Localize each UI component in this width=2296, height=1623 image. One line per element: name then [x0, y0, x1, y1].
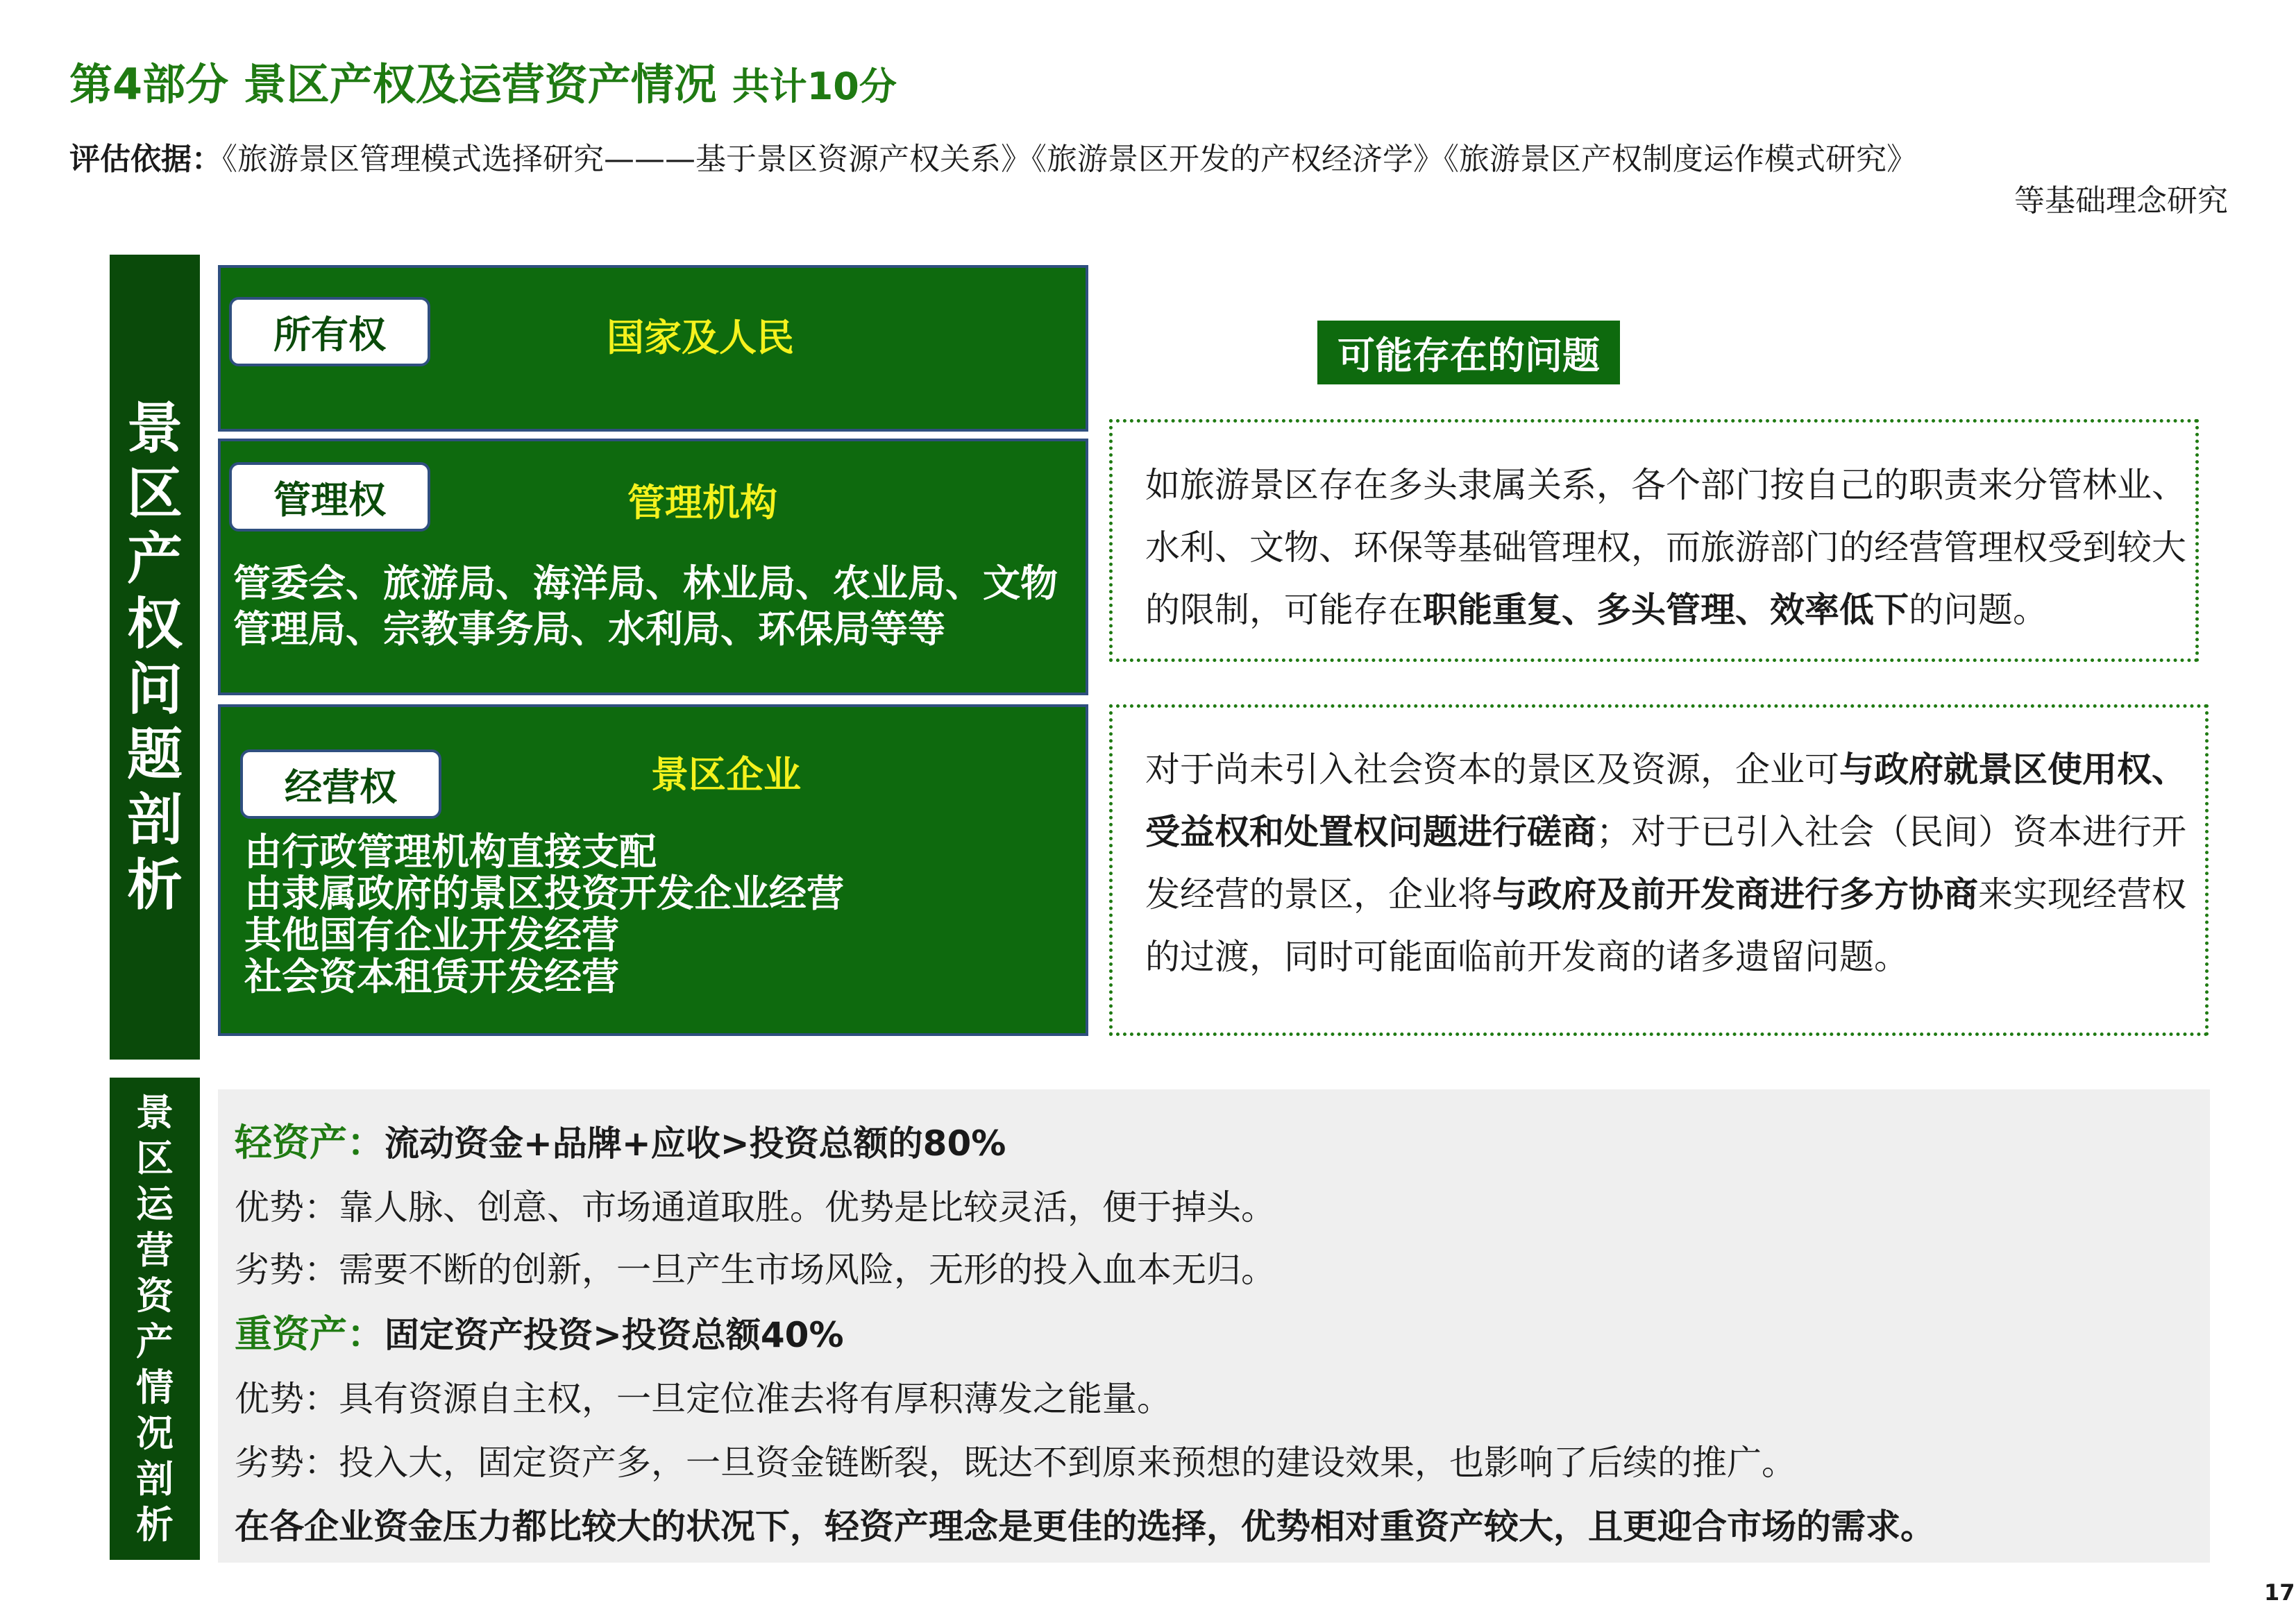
vlabel-char: 景 — [136, 1090, 174, 1135]
heavy-asset-label: 重资产： — [235, 1312, 385, 1356]
vlabel-char: 况 — [136, 1411, 174, 1455]
vlabel-char: 情 — [136, 1365, 174, 1409]
light-asset-heading — [235, 1113, 1006, 1166]
heavy-asset-definition: 固定资产投资>投资总额40% — [385, 1315, 844, 1355]
problem2-highlight: 与政府就景区使用权、受益权和处置权问题进行磋商 — [1145, 749, 2186, 852]
problem2-text-end: 来实现经营权的过渡，同时可能面临前开发商的诸多遗留问题。 — [1145, 874, 2186, 977]
page-number: 17 — [2264, 1579, 2295, 1606]
vlabel-char: 产 — [136, 1319, 174, 1363]
problem1-text-end: 的问题。 — [1909, 590, 2048, 630]
vlabel-char: 产 — [127, 527, 183, 591]
title-main: 第4部分 景区产权及运营资产情况 — [69, 59, 717, 110]
management-value: 管理机构 — [627, 481, 777, 525]
light-asset-label: 轻资产： — [235, 1121, 385, 1164]
vlabel-char: 问 — [127, 657, 183, 722]
management-description: 管委会、旅游局、海洋局、林业局、农业局、文物管理局、宗教事务局、水利局、环保局等等 — [233, 561, 1058, 651]
vlabel-char: 析 — [127, 853, 183, 917]
operation-list-item: 其他国有企业开发经营 — [244, 913, 619, 957]
vlabel-char: 区 — [127, 461, 183, 526]
light-asset-definition: 流动资金+品牌+应收>投资总额的80% — [385, 1123, 1006, 1164]
problems-title: 可能存在的问题 — [1317, 321, 1620, 384]
vlabel-char: 析 — [136, 1502, 174, 1547]
operation-list-item: 由隶属政府的景区投资开发企业经营 — [244, 872, 844, 915]
conclusion: 在各企业资金压力都比较大的状况下，轻资产理念是更佳的选择，优势相对重资产较大，且更迎合市场的需求。 — [235, 1506, 1935, 1547]
vlabel-char: 区 — [136, 1136, 174, 1180]
basis-text: 《旅游景区管理模式选择研究———基于景区资源产权关系》《旅游景区开发的产权经济学》《旅游景区产权制度运作模式研究》 — [222, 142, 1917, 177]
management-label: 管理权 — [229, 462, 430, 532]
vlabel-char: 景 — [127, 396, 183, 461]
vlabel-char: 题 — [127, 722, 183, 787]
vlabel-char: 营 — [136, 1227, 174, 1272]
problem-text-1 — [1145, 454, 2193, 641]
property-section-label — [110, 255, 200, 1060]
problem2-text: 对于尚未引入社会资本的景区及资源，企业可 — [1145, 749, 1839, 790]
operation-value: 景区企业 — [651, 753, 801, 797]
basis-text-line2: 等基础理念研究 — [2014, 183, 2228, 219]
light-asset-advantage: 优势：靠人脉、创意、市场通道取胜。优势是比较灵活，便于掉头。 — [235, 1187, 1276, 1227]
problem1-highlight: 职能重复、多头管理、效率低下 — [1423, 590, 1909, 630]
operation-label: 经营权 — [240, 749, 441, 819]
page-title — [69, 50, 897, 112]
vlabel-char: 资 — [136, 1273, 174, 1318]
vlabel-char: 剖 — [127, 788, 183, 852]
basis-label: 评估依据： — [69, 142, 222, 177]
title-suffix: 共计10分 — [732, 65, 897, 108]
heavy-asset-disadvantage: 劣势：投入大，固定资产多，一旦资金链断裂，既达不到原来预想的建设效果，也影响了后续的推广。 — [235, 1443, 1796, 1483]
light-asset-disadvantage: 劣势：需要不断的创新，一旦产生市场风险，无形的投入血本无归。 — [235, 1250, 1276, 1290]
operation-list — [244, 831, 1063, 998]
vlabel-char: 剖 — [136, 1456, 174, 1501]
problem1-text: 如旅游景区存在多头隶属关系，各个部门按自己的职责来分管林业、水利、文物、环保等基础管理权，而旅游部门的经营管理权受到较大的限制，可能存在 — [1145, 465, 2186, 630]
vlabel-char: 权 — [127, 592, 183, 656]
heavy-asset-heading — [235, 1305, 844, 1358]
evaluation-basis — [69, 139, 2228, 222]
operation-list-item: 由行政管理机构直接支配 — [244, 830, 657, 874]
problem2-text: ；对于已引入社会（民间）资本进行开发经营的景区，企业将 — [1145, 812, 2186, 915]
ownership-value: 国家及人民 — [607, 316, 794, 359]
problem-text-2 — [1145, 738, 2200, 988]
vlabel-char: 运 — [136, 1182, 174, 1226]
operation-list-item: 社会资本租赁开发经营 — [244, 955, 619, 999]
heavy-asset-advantage: 优势：具有资源自主权，一旦定位准去将有厚积薄发之能量。 — [235, 1379, 1172, 1419]
ownership-label: 所有权 — [229, 297, 430, 366]
asset-section-label — [110, 1078, 200, 1560]
problem2-highlight: 与政府及前开发商进行多方协商 — [1492, 874, 1978, 915]
